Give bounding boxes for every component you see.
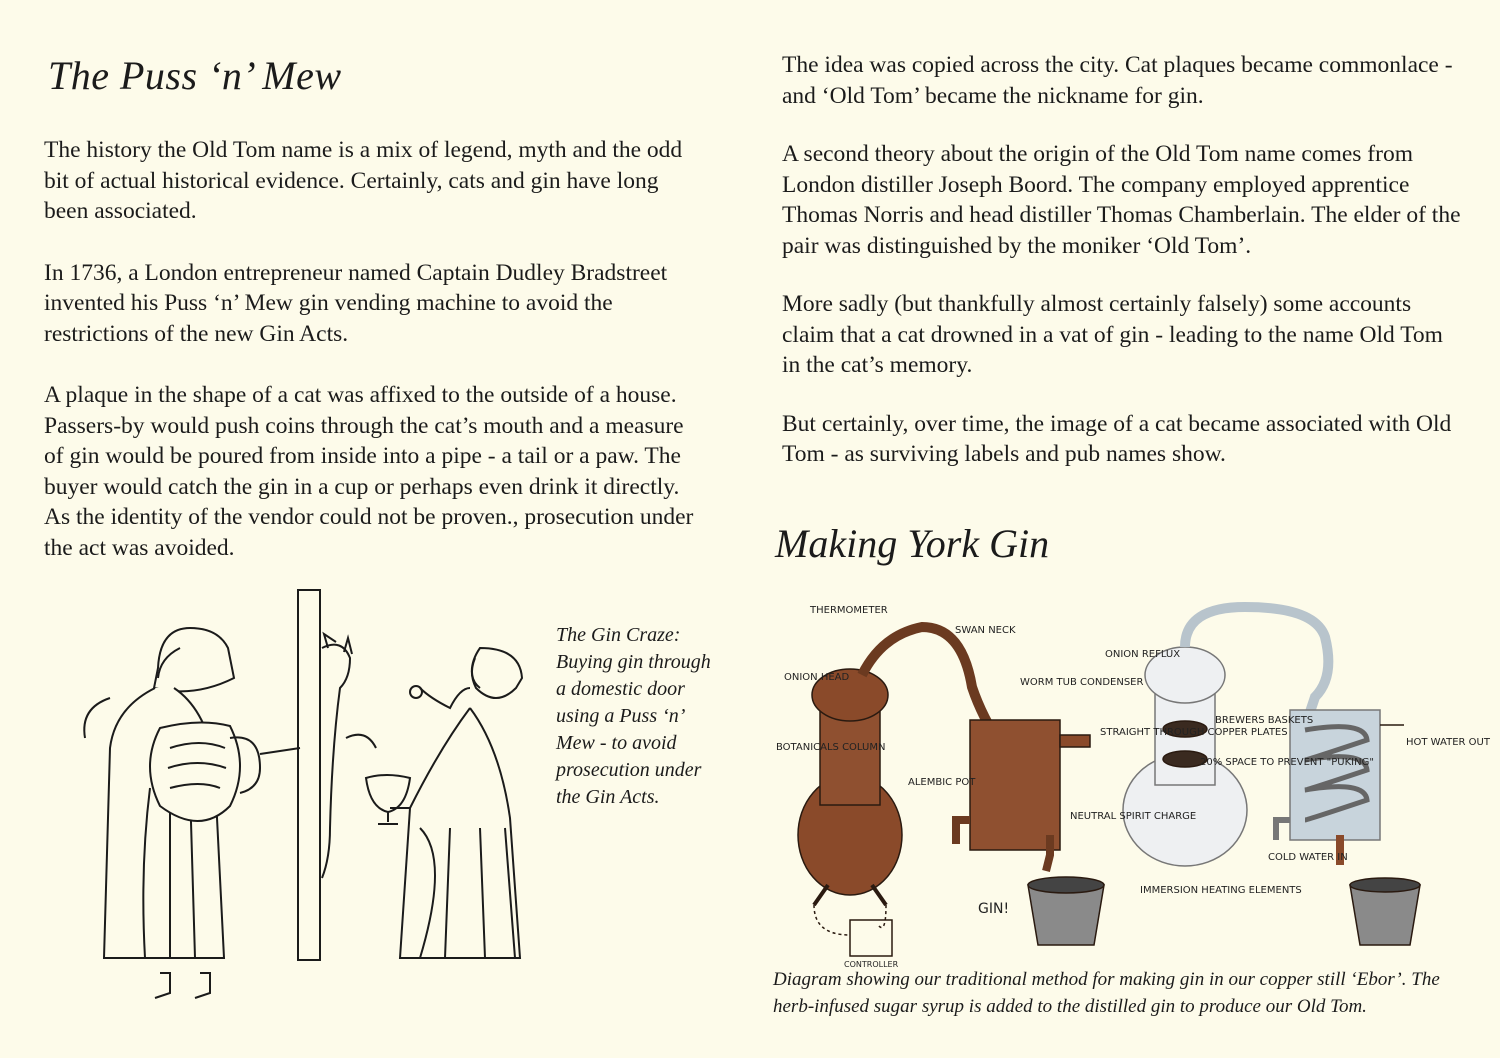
paragraph: The idea was copied across the city. Cat plaques became commonlace - and ‘Old Tom’ became the nickname for gin. xyxy=(782,52,1453,109)
label-alembic: ALEMBIC POT xyxy=(908,777,976,788)
paragraph: But certainly, over time, the image of a cat became associated with Old Tom - as surviving labels and pub names show. xyxy=(782,410,1452,467)
label-onion-reflux: ONION REFLUX xyxy=(1105,649,1181,660)
label-immersion: IMMERSION HEATING ELEMENTS xyxy=(1140,885,1302,896)
label-neutral-spirit: NEUTRAL SPIRIT CHARGE xyxy=(1070,811,1197,822)
label-onion-head: ONION HEAD xyxy=(784,672,850,683)
label-gin: GIN! xyxy=(978,901,1010,917)
left-column xyxy=(44,52,694,594)
section-title-puss-n-mew: The Puss ‘n’ Mew xyxy=(48,53,342,98)
distillation-diagram xyxy=(770,595,1490,970)
label-straight-through: STRAIGHT THROUGH COPPER PLATES xyxy=(1100,727,1288,738)
right-column xyxy=(782,50,1462,498)
illustration-caption: The Gin Craze: Buying gin through a domestic door using a Puss ‘n’ Mew - to avoid prosecution under the Gin Acts. xyxy=(556,624,711,808)
label-space: 20% SPACE TO PREVENT "PUKING" xyxy=(1200,757,1374,768)
section-title-making-york-gin: Making York Gin xyxy=(775,521,1050,566)
label-controller: CONTROLLER xyxy=(844,960,899,969)
diagram-caption: Diagram showing our traditional method for making gin in our copper still ‘Ebor’. The herb-infused sugar syrup is added to the distilled gin to produce our Old Tom. xyxy=(773,969,1440,1017)
paragraph: A second theory about the origin of the Old Tom name comes from London distiller Joseph Boord. The company employed apprentice Thomas Norris and head distiller Thomas Chamberlain. The elder of the pair was distinguished by the moniker ‘Old Tom’. xyxy=(782,141,1461,259)
label-swan-neck: SWAN NECK xyxy=(955,625,1016,636)
paragraph: A plaque in the shape of a cat was affixed to the outside of a house. Passers-by would push coins through the cat’s mouth and a measure of gin would be poured from inside into a pipe - a tail or a paw. The buyer would catch the gin in a cup or perhaps even drink it directly. As the identity of the vendor could not be proven., prosecution under the act was avoided. xyxy=(44,382,694,561)
label-cold-water: COLD WATER IN xyxy=(1268,852,1348,863)
paragraph: The history the Old Tom name is a mix of legend, myth and the odd bit of actual historical evidence. Certainly, cats and gin have long been associated. xyxy=(44,137,683,224)
label-worm-tub: WORM TUB CONDENSER xyxy=(1020,677,1144,688)
label-brewers-baskets: BREWERS BASKETS xyxy=(1215,715,1314,726)
label-thermometer: THERMOMETER xyxy=(810,605,888,616)
label-hot-water: HOT WATER OUT xyxy=(1406,737,1490,748)
paragraph: In 1736, a London entrepreneur named Captain Dudley Bradstreet invented his Puss ‘n’ Mew gin vending machine to avoid the restrictions of the new Gin Acts. xyxy=(44,259,668,347)
gin-craze-illustration xyxy=(60,588,540,1058)
label-botanicals: BOTANICALS COLUMN xyxy=(776,742,886,753)
paragraph: More sadly (but thankfully almost certainly falsely) some accounts claim that a cat drowned in a vat of gin - leading to the name Old Tom in the cat’s memory. xyxy=(782,291,1443,378)
